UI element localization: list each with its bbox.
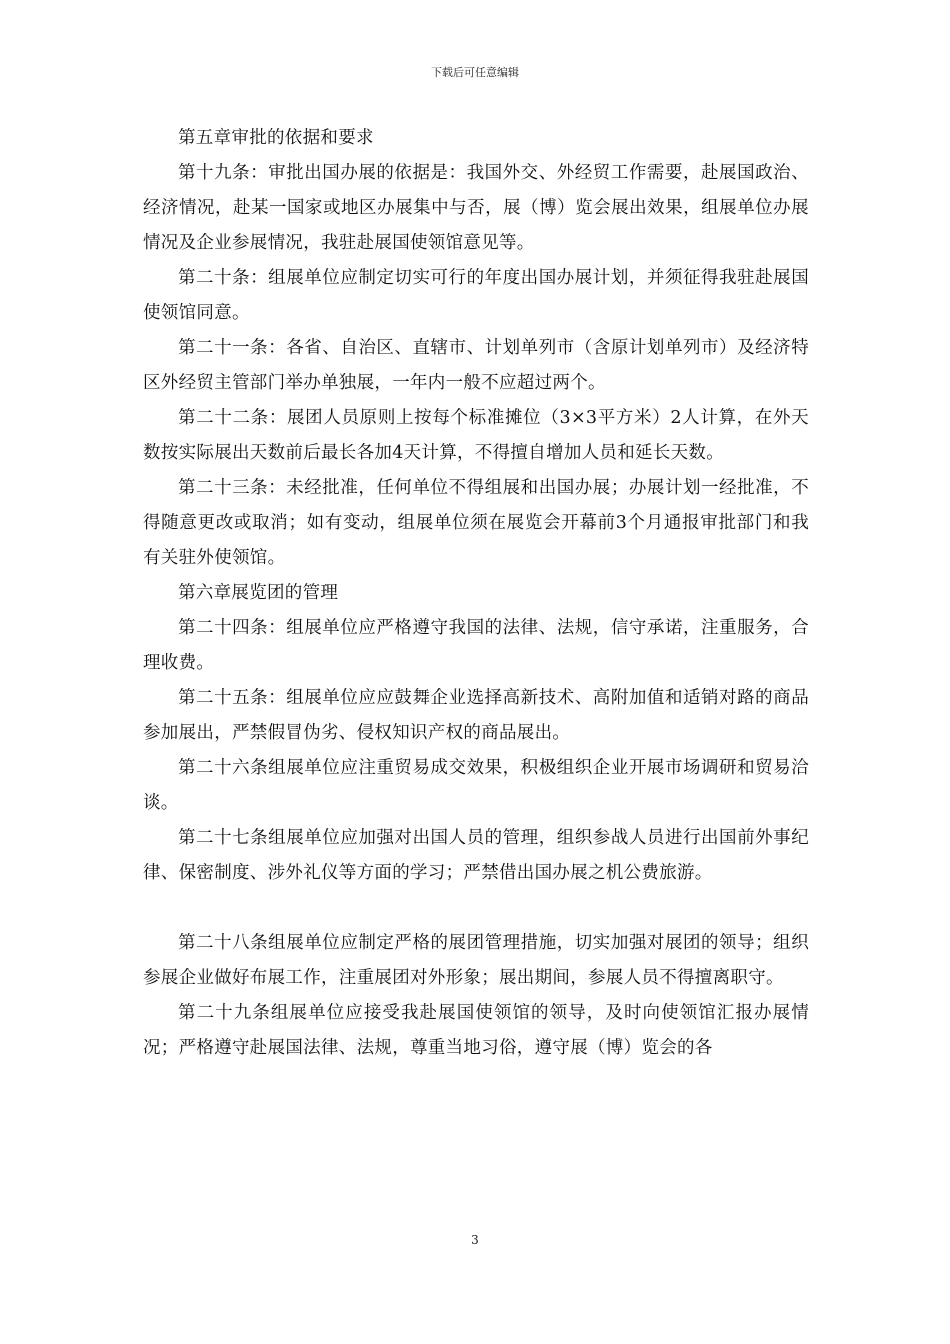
article-20: 第二十条：组展单位应制定切实可行的年度出国办展计划，并须征得我驻赴展国使领馆同意。	[143, 268, 809, 323]
article-28: 第二十八条组展单位应制定严格的展团管理措施，切实加强对展团的领导；组织参展企业做好布展工作，注重展团对外形象；展出期间，参展人员不得擅离职守。	[143, 933, 809, 988]
article-21: 第二十一条：各省、自治区、直辖市、计划单列市（含原计划单列市）及经济特区外经贸主管部门举办单独展，一年内一般不应超过两个。	[143, 338, 809, 393]
chapter-heading-6: 第六章展览团的管理	[178, 583, 339, 603]
page-number: 3	[471, 1233, 479, 1247]
article-25: 第二十五条：组展单位应应鼓舞企业选择高新技术、高附加值和适销对路的商品参加展出，严禁假冒伪劣、侵权知识产权的商品展出。	[143, 688, 809, 743]
blank-line	[143, 891, 809, 926]
article-24: 第二十四条：组展单位应严格遵守我国的法律、法规，信守承诺，注重服务，合理收费。	[143, 618, 809, 673]
article-19: 第十九条：审批出国办展的依据是：我国外交、外经贸工作需要，赴展国政治、经济情况，赴某一国家或地区办展集中与否，展（博）览会展出效果，组展单位办展情况及企业参展情况，我驻赴展国使领馆意见等。	[143, 163, 809, 253]
article-23: 第二十三条：未经批准，任何单位不得组展和出国办展；办展计划一经批准，不得随意更改或取消；如有变动，组展单位须在展览会开幕前3个月通报审批部门和我有关驻外使领馆。	[143, 478, 809, 568]
page-header: 下载后可任意编辑	[431, 66, 519, 79]
document-body	[143, 121, 809, 1066]
article-27: 第二十七条组展单位应加强对出国人员的管理，组织参战人员进行出国前外事纪律、保密制度、涉外礼仪等方面的学习；严禁借出国办展之机公费旅游。	[143, 828, 809, 883]
article-22: 第二十二条：展团人员原则上按每个标准摊位（3×3平方米）2人计算，在外天数按实际展出天数前后最长各加4天计算，不得擅自增加人员和延长天数。	[143, 408, 809, 463]
article-26: 第二十六条组展单位应注重贸易成交效果，积极组织企业开展市场调研和贸易洽谈。	[143, 758, 809, 813]
chapter-heading-5: 第五章审批的依据和要求	[178, 128, 374, 148]
article-29: 第二十九条组展单位应接受我赴展国使领馆的领导，及时向使领馆汇报办展情况；严格遵守赴展国法律、法规，尊重当地习俗，遵守展（博）览会的各	[143, 1003, 809, 1058]
